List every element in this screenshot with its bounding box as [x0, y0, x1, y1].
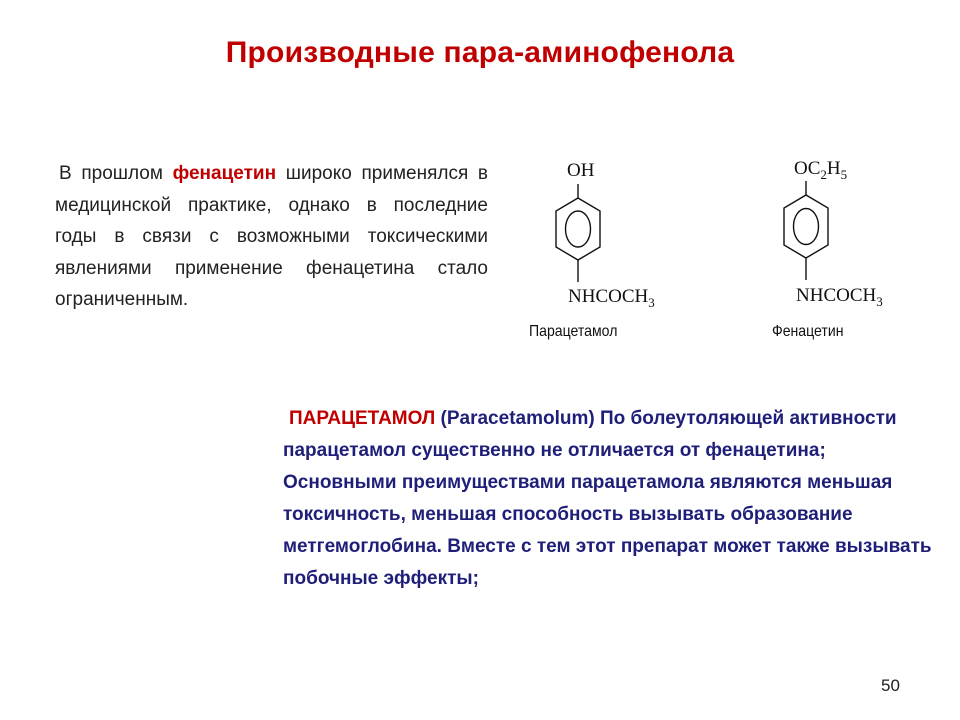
- paracetamol-aromatic-circle: [566, 211, 591, 247]
- paracetamol-description: [283, 403, 933, 595]
- intro-paragraph: [55, 158, 488, 316]
- paracetamol-name: ПАРАЦЕТАМОЛ: [289, 408, 436, 429]
- phenacetin-ethoxy-group: $OC_2H_5$: [794, 158, 848, 182]
- intro-highlight-phenacetin: фенацетин: [172, 163, 277, 184]
- paracetamol-benzene-ring: [556, 198, 600, 260]
- phenacetin-caption: Фенацетин: [772, 323, 844, 340]
- paracetamol-oh-group: OH: [567, 160, 595, 181]
- intro-text-after: широко применялся в медицинской практике, однако в последние годы в связи с возможными токсическими явлениями применение фенацетина стало ограниченным.: [55, 163, 488, 310]
- intro-text-before: В прошлом: [59, 163, 173, 184]
- paracetamol-description-text: (Paracetamolum) По болеутоляющей активности парацетамол существенно не отличается от фенацетина; Основными преимуществами парацетамола являются меньшая токсичность, меньшая способность вызывать образование метгемоглобина. Вместе с тем этот препарат может также вызывать побочные эффекты;: [283, 408, 932, 589]
- phenacetin-amide-group: $NHCOCH_3$: [796, 285, 883, 309]
- page-number: 50: [881, 676, 900, 695]
- phenacetin-aromatic-circle: [794, 209, 819, 245]
- paracetamol-structure: [540, 150, 690, 320]
- phenacetin-benzene-ring: [784, 195, 828, 258]
- paracetamol-amide-group: $NHCOCH_3$: [568, 286, 655, 310]
- paracetamol-caption: Парацетамол: [529, 323, 618, 340]
- slide-title: Производные пара-аминофенола: [225, 36, 735, 69]
- phenacetin-formula-diagram: [770, 150, 930, 320]
- phenacetin-structure: [770, 150, 930, 320]
- paracetamol-formula-diagram: [540, 150, 690, 320]
